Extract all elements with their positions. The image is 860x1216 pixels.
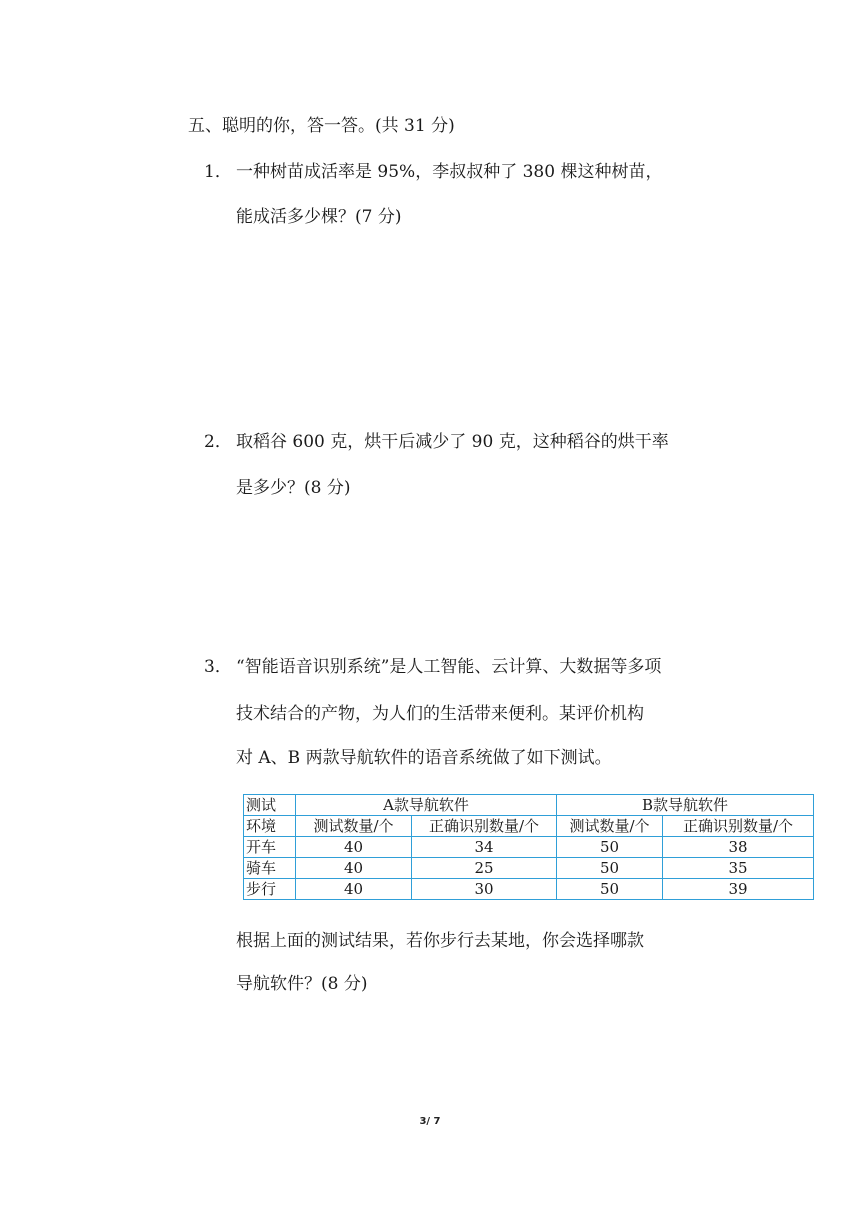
question-number: 3． bbox=[204, 657, 232, 677]
env-header: 测试 bbox=[244, 795, 296, 816]
question-text: 取稻谷 600 克，烘干后减少了 90 克，这种稻谷的烘干率 bbox=[236, 432, 669, 452]
value-cell: 35 bbox=[663, 858, 814, 879]
group-b-header: B款导航软件 bbox=[557, 795, 814, 816]
test-results-table bbox=[243, 794, 814, 900]
question-number: 1． bbox=[204, 162, 232, 182]
env-cell: 步行 bbox=[244, 879, 296, 900]
question-1-line-1 bbox=[204, 160, 662, 184]
question-3-line-2: 技术结合的产物，为人们的生活带来便利。某评价机构 bbox=[236, 704, 644, 724]
column-header: 测试数量/个 bbox=[557, 816, 663, 837]
group-a-header: A款导航软件 bbox=[296, 795, 557, 816]
value-cell: 34 bbox=[412, 837, 557, 858]
question-2-line-1 bbox=[204, 430, 669, 454]
table-row bbox=[244, 879, 814, 900]
table-row bbox=[244, 837, 814, 858]
table-header-row bbox=[244, 795, 814, 816]
value-cell: 30 bbox=[412, 879, 557, 900]
question-1-line-2: 能成活多少棵？(7 分) bbox=[236, 207, 402, 227]
column-header: 正确识别数量/个 bbox=[663, 816, 814, 837]
question-text: “智能语音识别系统”是人工智能、云计算、大数据等多项 bbox=[236, 657, 662, 677]
value-cell: 40 bbox=[296, 879, 412, 900]
question-3-line-3: 对 A、B 两款导航软件的语音系统做了如下测试。 bbox=[236, 748, 612, 768]
page-number: 3/ 7 bbox=[419, 1116, 441, 1127]
question-2-line-2: 是多少？(8 分) bbox=[236, 478, 351, 498]
section-title: 五、聪明的你，答一答。(共 31 分) bbox=[188, 116, 455, 136]
env-cell: 骑车 bbox=[244, 858, 296, 879]
value-cell: 40 bbox=[296, 858, 412, 879]
value-cell: 50 bbox=[557, 837, 663, 858]
value-cell: 39 bbox=[663, 879, 814, 900]
question-3-line-5: 导航软件？(8 分) bbox=[236, 974, 368, 994]
value-cell: 50 bbox=[557, 879, 663, 900]
value-cell: 50 bbox=[557, 858, 663, 879]
value-cell: 25 bbox=[412, 858, 557, 879]
env-header: 环境 bbox=[244, 816, 296, 837]
column-header: 测试数量/个 bbox=[296, 816, 412, 837]
column-header: 正确识别数量/个 bbox=[412, 816, 557, 837]
question-text: 一种树苗成活率是 95%，李叔叔种了 380 棵这种树苗， bbox=[236, 162, 663, 182]
table-subheader-row bbox=[244, 816, 814, 837]
value-cell: 40 bbox=[296, 837, 412, 858]
table-row bbox=[244, 858, 814, 879]
value-cell: 38 bbox=[663, 837, 814, 858]
question-number: 2． bbox=[204, 432, 232, 452]
question-3-line-4: 根据上面的测试结果，若你步行去某地，你会选择哪款 bbox=[236, 931, 644, 951]
env-cell: 开车 bbox=[244, 837, 296, 858]
question-3-line-1 bbox=[204, 655, 661, 679]
